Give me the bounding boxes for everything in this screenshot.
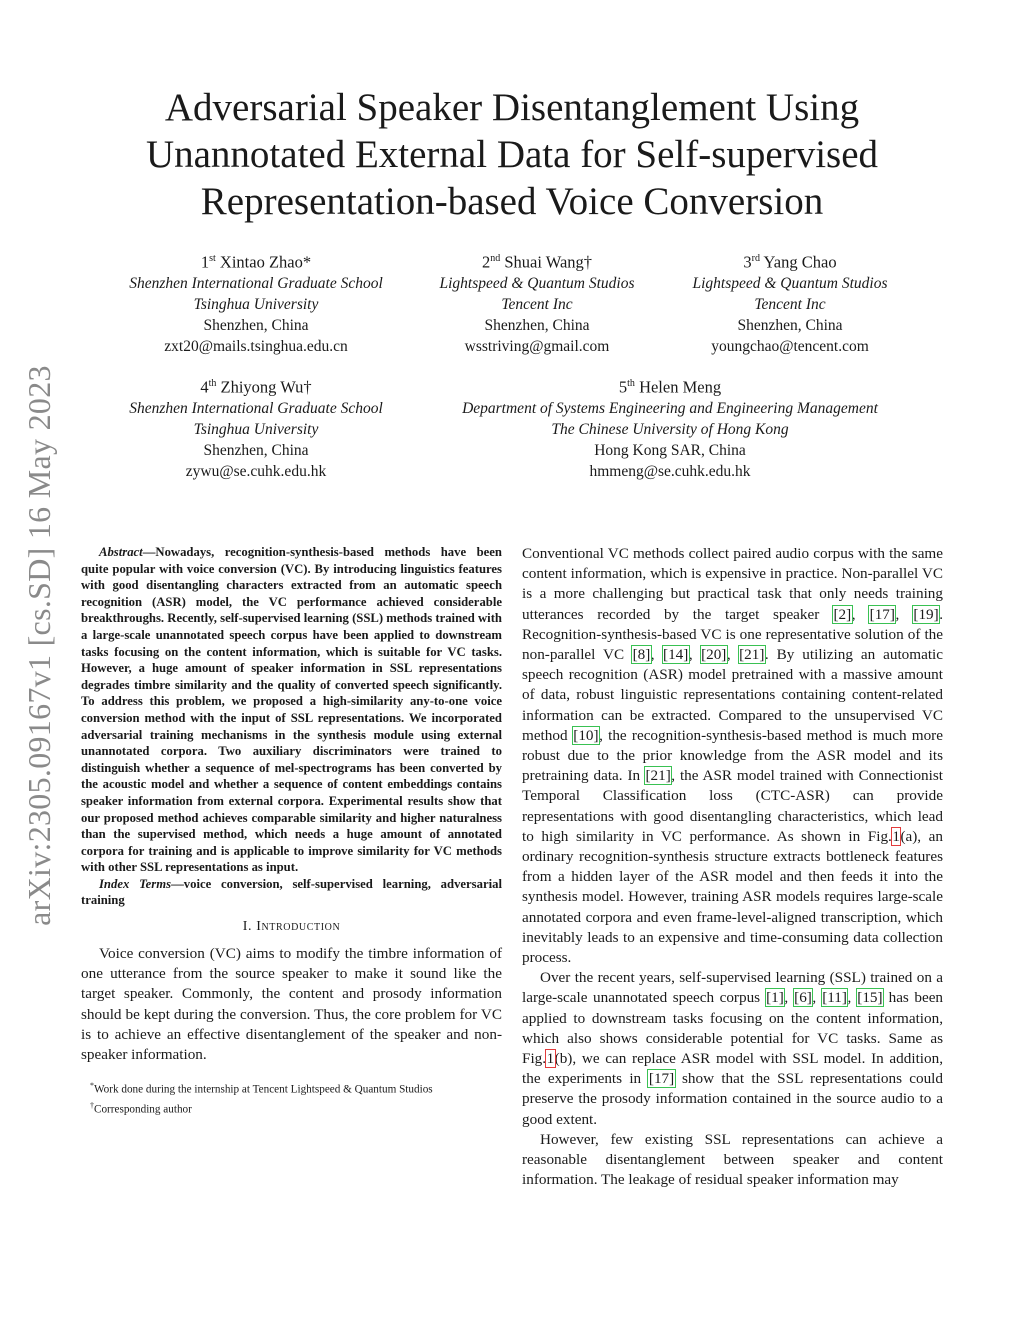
body-paragraph: Conventional VC methods collect paired audio corpus with the same content information, which is expensive in practice. Non-parallel VC is a more challenging but practical task that only needs training utterances recorded by the target speaker [2], [17], [19]. Recognition-synthesis-based VC is one representative solution of the non-parallel VC [8], [14], [20], [21]. By utilizing an automatic speech recognition (ASR) model pretrained with a massive amount of data, robust linguistic representations containing content-related information can be extracted. Compared to the unsupervised VC method [10], the recognition-synthesis-based method is much more robust due to the prior knowledge from the ASR model and its pretraining data. In [21], the ASR model trained with Connectionist Temporal Classification loss (CTC-ASR) can provide representations with good disentangling characteristics, which lead to high similarity in VC performance. As shown in Fig.1(a), an ordinary recognition-synthesis structure extracts bottleneck features from a hidden layer of the ASR model and then feeds it into the synthesis model. However, training ASR models requires large-scale annotated corpora and even frame-level-aligned transcription, which inevitably leads to an expensive and time-consuming data collection process. (522, 545, 944, 967)
author-affiliation: Shenzhen International Graduate School (129, 400, 383, 418)
author-affiliation: Tsinghua University (193, 421, 319, 439)
author-email[interactable]: zxt20@mails.tsinghua.edu.cn (164, 337, 348, 355)
author-name: Xintao Zhao* (219, 252, 312, 272)
index-terms-text: voice conversion, self-supervised learning, adversarial training (81, 876, 502, 908)
citation-link[interactable]: [6] (794, 989, 812, 1007)
author-email[interactable]: hmmeng@se.cuhk.edu.hk (589, 462, 751, 480)
author-location: Shenzhen, China (737, 316, 843, 334)
citation-link[interactable]: [17] (648, 1070, 675, 1088)
author-block-2: 2nd Shuai Wang† Lightspeed & Quantum Studios Tencent Inc Shenzhen, China wsstriving@gmail.com (387, 249, 687, 357)
index-terms: Index Terms—voice conversion, self-supervised learning, adversarial training (81, 876, 502, 908)
author-name: Zhiyong Wu† (220, 377, 312, 397)
author-block-4: 4th Zhiyong Wu† Shenzhen International Graduate School Tsinghua University Shenzhen, China zywu@se.cuhk.edu.hk (96, 374, 416, 482)
body-paragraph: However, few existing SSL representations can achieve a reasonable disentanglement between speaker and content information. The leakage of residual speaker information may (522, 1130, 943, 1189)
footnote-1: *Work done during the internship at Tencent Lightspeed & Quantum Studios (90, 1081, 433, 1097)
author-location: Hong Kong SAR, China (594, 441, 746, 459)
author-affiliation: Department of Systems Engineering and Engineering Management (462, 400, 878, 418)
index-terms-label: Index Terms (99, 876, 172, 891)
author-email[interactable]: wsstriving@gmail.com (464, 337, 610, 355)
author-email[interactable]: zywu@se.cuhk.edu.hk (185, 462, 327, 480)
author-affiliation: Tencent Inc (754, 296, 826, 314)
author-name: Yang Chao (763, 252, 837, 272)
author-affiliation: Shenzhen International Graduate School (129, 275, 383, 293)
body-paragraph: Over the recent years, self-supervised learning (SSL) trained on a large-scale unannotated speech corpus [1], [6], [11], [15] has been applied to downstream tasks focusing on the content information, which also shows considerable potential for VC tasks. Same as Fig.1(b), we can replace ASR model with SSL model. In addition, the experiments in [17] show that the SSL representations could preserve the prosody information contained in the source audio to a good extent. (522, 969, 944, 1128)
author-email[interactable]: youngchao@tencent.com (711, 337, 869, 355)
citation-link[interactable]: [11] (822, 989, 847, 1007)
author-location: Shenzhen, China (203, 441, 309, 459)
citation-link[interactable]: [19] (913, 605, 939, 623)
citation-link[interactable]: [2] (833, 605, 852, 623)
footnote-2: †Corresponding author (90, 1101, 192, 1116)
citation-link[interactable]: [8] (632, 646, 651, 664)
figure-ref-link[interactable]: 1 (546, 1050, 555, 1068)
author-name: Helen Meng (639, 377, 722, 397)
footnotes (81, 1079, 502, 1116)
intro-paragraph: Voice conversion (VC) aims to modify the timbre information of one utterance from the source speaker to make it sound like the target speaker. Commonly, the content and prosody information should be kept during the conversion. Thus, the core problem for VC is to achieve an effective disentanglement of the speaker and non-speaker information. (81, 945, 502, 1064)
left-column (81, 544, 502, 1119)
abstract-text: Nowadays, recognition-synthesis-based methods have been quite popular with voice conversion (VC). By introducing linguistics features with good disentangling characters extracted from an automatic speech recognition (ASR) model, the VC performance achieved considerable breakthroughs. Recently, self-supervised learning (SSL) methods trained with a large-scale unannotated speech corpus have been applied to downstream tasks focusing on the content information, which is suitable for VC tasks. However, a huge amount of speaker information in SSL representations degrades timbre similarity and the quality of converted speech significantly. To address this problem, we proposed a high-similarity any-to-one voice conversion method with the input of SSL representations. We incorporated adversarial training mechanisms in the synthesis module using external unannotated corpora. Two auxiliary discriminators were trained to distinguish whether a sequence of mel-spectrograms has been converted by the acoustic model and whether a sequence of content embeddings contains speaker information from external corpora. Experimental results show that our proposed method achieves comparable similarity and higher naturalness than the supervised method, which needs a huge amount of annotated corpora for training and is applicable to improve similarity for VC methods with other SSL representations as input. (81, 545, 502, 875)
paper-title: Adversarial Speaker Disentanglement Using Unannotated External Data for Self-supervised Representation-based Voice Conversion (145, 86, 879, 223)
figure-ref-link[interactable]: 1 (892, 827, 900, 845)
author-affiliation: Lightspeed & Quantum Studios (692, 275, 888, 293)
citation-link[interactable]: [17] (869, 605, 895, 623)
citation-link[interactable]: [21] (739, 646, 765, 664)
citation-link[interactable]: [1] (766, 989, 784, 1007)
citation-link[interactable]: [21] (645, 767, 671, 785)
author-name: Shuai Wang† (504, 252, 593, 272)
author-location: Shenzhen, China (484, 316, 590, 334)
author-block-3: 3rd Yang Chao Lightspeed & Quantum Studios Tencent Inc Shenzhen, China youngchao@tencent.com (640, 249, 940, 357)
right-column (522, 544, 943, 1191)
author-block-5: 5th Helen Meng Department of Systems Engineering and Engineering Management The Chinese University of Hong Kong Hong Kong SAR, China hmmeng@se.cuhk.edu.hk (420, 374, 920, 482)
author-affiliation: Tencent Inc (501, 296, 573, 314)
abstract: Abstract—Nowadays, recognition-synthesis-based methods have been quite popular with voice conversion (VC). By introducing linguistics features with good disentangling characters extracted from an automatic speech recognition (ASR) model, the VC performance achieved considerable breakthroughs. Recently, self-supervised learning (SSL) methods trained with a large-scale unannotated speech corpus have been applied to downstream tasks focusing on the content information, which is suitable for VC tasks. However, a huge amount of speaker information in SSL representations degrades timbre similarity and the quality of converted speech significantly. To address this problem, we proposed a high-similarity any-to-one voice conversion method with the input of SSL representations. We incorporated adversarial training mechanisms in the synthesis module using external unannotated corpora. Two auxiliary discriminators were trained to distinguish whether a sequence of mel-spectrograms has been converted by the acoustic model and whether a sequence of content embeddings contains speaker information from external corpora. Experimental results show that our proposed method achieves comparable similarity and higher naturalness than the supervised method, which needs a huge amount of annotated corpora for training and is applicable to improve similarity for VC methods with other SSL representations as input. (81, 545, 502, 875)
author-block-1: 1st Xintao Zhao* Shenzhen International Graduate School Tsinghua University Shenzhen, China zxt20@mails.tsinghua.edu.cn (96, 249, 416, 357)
citation-link[interactable]: [14] (663, 646, 689, 664)
citation-link[interactable]: [20] (701, 646, 727, 664)
citation-link[interactable]: [10] (573, 726, 599, 744)
abstract-label: Abstract (99, 545, 143, 559)
arxiv-identifier-text: arXiv:2305.09167v1 [cs.SD] 16 May 2023 (20, 364, 57, 926)
author-affiliation: Lightspeed & Quantum Studios (439, 275, 635, 293)
citation-link[interactable]: [15] (857, 989, 883, 1007)
author-affiliation: The Chinese University of Hong Kong (551, 421, 789, 439)
author-affiliation: Tsinghua University (193, 296, 319, 314)
section-heading-introduction: I. Introduction (242, 919, 341, 935)
author-location: Shenzhen, China (203, 316, 309, 334)
arxiv-identifier-stamp (8, 345, 70, 945)
